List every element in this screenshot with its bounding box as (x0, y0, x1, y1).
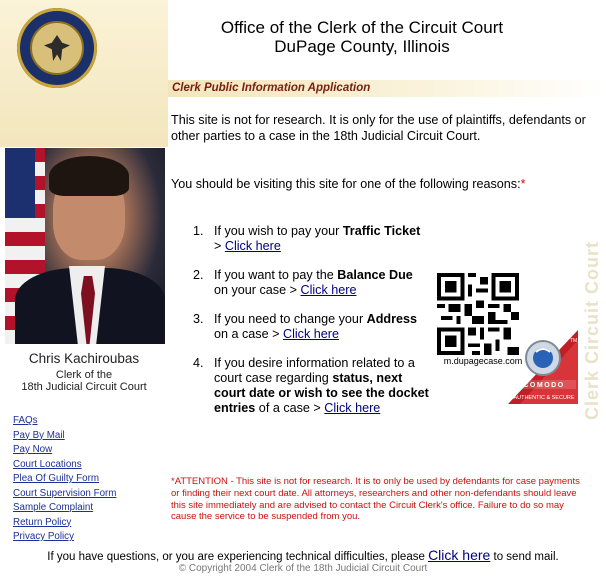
sidebar-item-pay-now (13, 444, 116, 459)
comodo-brand: COMODO (523, 382, 565, 389)
sidebar-item-privacy-policy (13, 531, 116, 546)
list-item-text: on your case > (214, 283, 301, 297)
sidebar-item-court-supervision-form (13, 488, 116, 503)
list-item-text: on a case > (214, 327, 283, 341)
attention-notice: *ATTENTION - This site is not for research. It is to only be used by defendants for case payments or finding their next court date. All attorneys, researchers and other non-defendants should leave this site immediately and are advised to contact the Circuit Clerk's office. Failure to do so may cause the service to be suspended from you. (171, 476, 580, 523)
subheader-band (168, 80, 606, 97)
pay-balance-due-link[interactable]: Click here (300, 283, 357, 297)
comodo-tm: TM (570, 338, 578, 344)
footer-contact-text: If you have questions, or you are experiencing technical difficulties, please (47, 551, 429, 563)
side-watermark-text: Clerk Circuit Court (582, 240, 602, 420)
list-item-number: 3. (193, 312, 204, 326)
reasons-title (171, 177, 525, 191)
change-address-link[interactable]: Click here (282, 327, 339, 341)
reasons-list (193, 224, 429, 430)
list-item-text: If you wish to pay your (214, 224, 343, 238)
case-information-link[interactable]: Click here (324, 401, 381, 415)
pay-by-mail-link[interactable]: Pay By Mail (13, 429, 65, 441)
clerk-name: Chris Kachiroubas (28, 351, 140, 366)
reasons-title-text: You should be visiting this site for one of the following reasons: (171, 177, 521, 191)
send-mail-link[interactable]: Click here (428, 547, 491, 563)
comodo-secure-badge-icon[interactable] (508, 330, 578, 404)
copyright: © Copyright 2004 Clerk of the 18th Judicial Circuit Court (178, 563, 428, 574)
page-title (172, 18, 552, 56)
sidebar (0, 0, 168, 546)
sidebar-item-return-policy (13, 517, 116, 532)
eagle-icon (44, 35, 70, 61)
list-item-text: of a case > (255, 401, 325, 415)
pay-traffic-ticket-link[interactable]: Click here (224, 239, 281, 253)
pay-now-link[interactable]: Pay Now (13, 444, 53, 455)
list-item-text: If you need to change your (214, 312, 367, 326)
clerk-title-line2: 18th Judicial Circuit Court (21, 381, 147, 393)
qr-code-label: m.dupagecase.com (443, 356, 523, 366)
sidebar-links (13, 415, 116, 546)
footer-contact (0, 547, 606, 563)
sidebar-header-band (0, 0, 168, 147)
sample-complaint-link[interactable]: Sample Complaint (13, 502, 94, 513)
clerk-title-line1: Clerk of the (55, 369, 113, 381)
list-item-text: > (214, 239, 225, 253)
privacy-policy-link[interactable]: Privacy Policy (13, 531, 74, 542)
list-item-bold: Traffic Ticket (342, 224, 421, 238)
list-item-number: 1. (193, 224, 204, 238)
page-title-line1: Office of the Clerk of the Circuit Court (220, 18, 504, 37)
list-item (193, 268, 429, 298)
sidebar-item-sample-complaint (13, 502, 116, 517)
list-item-bold: status, next court date or wish to see the docket entries (214, 371, 429, 415)
comodo-tagline: AUTHENTIC & SECURE (513, 395, 575, 401)
list-item-text: If you want to pay the (214, 268, 338, 282)
list-item (193, 312, 429, 342)
faqs-link[interactable]: FAQs (13, 415, 38, 426)
list-item (193, 224, 429, 254)
plea-of-guilty-form-link[interactable]: Plea Of Guilty Form (13, 473, 100, 484)
qr-code-icon[interactable] (437, 273, 519, 355)
clerk-photo (5, 148, 165, 344)
list-item-bold: Address (366, 312, 418, 326)
court-locations-link[interactable]: Court Locations (13, 458, 82, 470)
list-item (193, 356, 429, 416)
sidebar-item-plea-of-guilty-form (13, 473, 116, 488)
return-policy-link[interactable]: Return Policy (13, 516, 72, 528)
list-item-text: If you desire information related to a court case regarding (214, 356, 415, 385)
required-mark: * (520, 177, 526, 191)
sidebar-item-pay-by-mail (13, 430, 116, 445)
list-item-bold: Balance Due (337, 268, 413, 282)
court-supervision-form-link[interactable]: Court Supervision Form (13, 487, 117, 499)
clerk-title (0, 369, 168, 393)
footer-contact-text-end: to send mail. (490, 551, 559, 563)
page-title-line2: DuPage County, Illinois (274, 37, 450, 56)
circuit-court-seal-icon (17, 8, 97, 88)
list-item-number: 2. (193, 268, 204, 282)
list-item-number: 4. (193, 356, 204, 370)
subheader-title: Clerk Public Information Application (172, 82, 371, 94)
intro-text: This site is not for research. It is only for the use of plaintiffs, defendants or other parties to a case in the 18th Judicial Circuit Court. (171, 113, 586, 143)
sidebar-item-faqs (13, 415, 116, 430)
sidebar-item-court-locations (13, 459, 116, 474)
